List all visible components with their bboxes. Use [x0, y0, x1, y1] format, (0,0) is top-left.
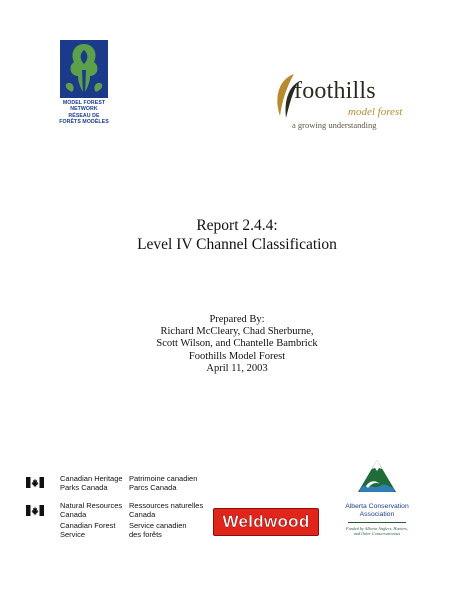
mountain-emblem-icon [356, 458, 398, 496]
report-number: Report 2.4.4: [196, 217, 278, 234]
canada-flag-icon [26, 505, 44, 516]
foothills-model-forest-logo [272, 72, 412, 132]
tree-emblem-icon [60, 40, 108, 98]
foothills-wordmark: foothills [294, 78, 376, 104]
resources-fr [129, 502, 203, 519]
report-title-block [0, 216, 474, 254]
aca-funded-line2: and Other Conservationists [353, 531, 401, 536]
aca-divider [348, 522, 406, 523]
forest-service-fr-line2: des forêts [129, 529, 162, 539]
resources-en [60, 502, 122, 519]
authors-line-2: Scott Wilson, and Chantelle Bambrick [156, 338, 318, 350]
report-date: April 11, 2003 [206, 362, 268, 374]
model-forest-wordmark: model forest [348, 106, 403, 118]
model-forest-network-logo [52, 40, 116, 132]
mfn-text-line1: MODEL FOREST [62, 100, 106, 106]
credits-block [0, 314, 474, 375]
aca-name-line2: Association [359, 511, 395, 518]
heritage-en [60, 475, 123, 492]
forest-service-fr [129, 522, 187, 539]
forest-service-en-line1: Canadian Forest [60, 521, 116, 530]
aca-funded-by [340, 526, 414, 536]
resources-fr-line2: Canada [129, 509, 156, 519]
prepared-by-label: Prepared By: [209, 314, 265, 325]
heritage-en-line2: Parks Canada [60, 482, 108, 492]
heritage-fr-line1: Patrimoine canadien [129, 474, 198, 483]
canada-flag-resources [26, 503, 44, 521]
resources-fr-line1: Ressources naturelles [129, 501, 204, 510]
aca-name-line1: Alberta Conservation [345, 503, 409, 510]
mfn-text-line4: FORÊTS MODÈLES [59, 119, 109, 125]
authors-line-1: Richard McCleary, Chad Sherburne, [160, 326, 314, 338]
alberta-conservation-association-logo [340, 458, 414, 540]
mfn-text-line3: RÉSEAU DE [68, 113, 100, 119]
canada-flag-heritage [26, 475, 44, 493]
forest-service-en-line2: Service [60, 529, 86, 539]
foothills-tagline: a growing understanding [292, 120, 377, 130]
resources-en-line1: Natural Resources [60, 501, 123, 510]
aca-funded-line1: Funded by Alberta Anglers, Hunters, [346, 526, 408, 531]
forest-service-en [60, 522, 115, 539]
resources-en-line2: Canada [60, 509, 87, 519]
heritage-en-line1: Canadian Heritage [60, 474, 123, 483]
weldwood-logo [213, 508, 319, 536]
canada-flag-icon [26, 477, 44, 488]
forest-service-fr-line1: Service canadien [129, 521, 187, 530]
heritage-fr-line2: Parcs Canada [129, 482, 177, 492]
report-title: Level IV Channel Classification [137, 236, 337, 253]
weldwood-wordmark: Weldwood [222, 512, 310, 531]
organization: Foothills Model Forest [188, 350, 286, 362]
mfn-text-line2: NETWORK [70, 106, 98, 112]
heritage-fr [129, 475, 197, 492]
